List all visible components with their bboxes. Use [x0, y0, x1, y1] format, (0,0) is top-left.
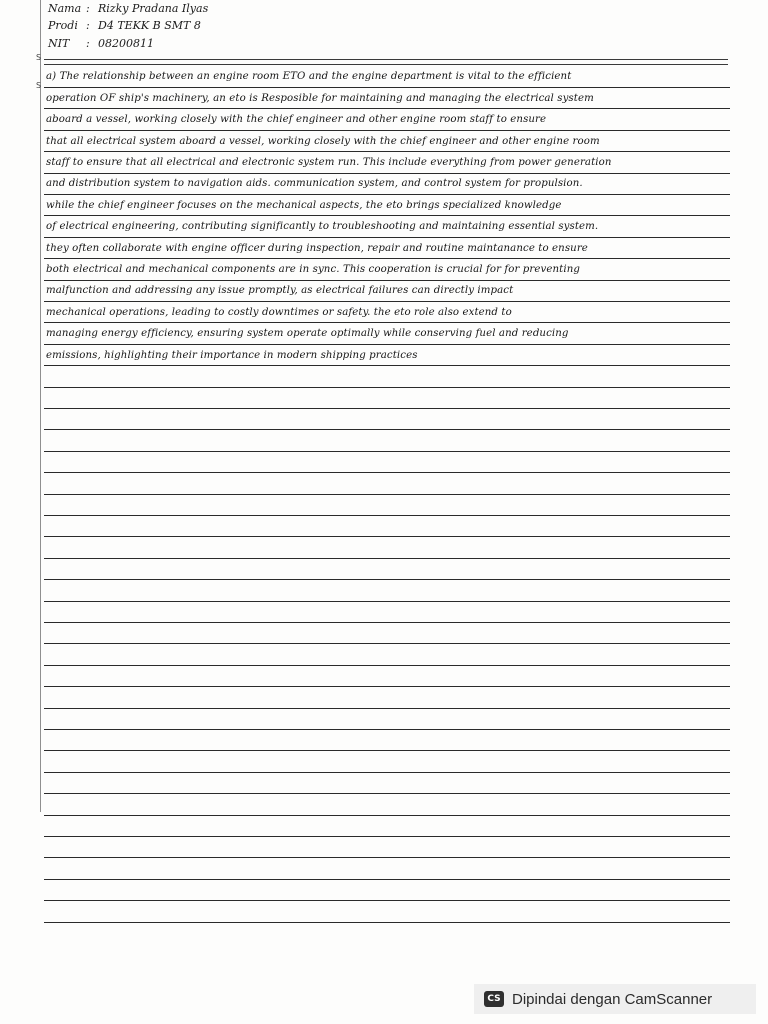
- ruled-line: [44, 601, 730, 602]
- text-line: operation OF ship's machinery, an eto is Resposible for maintaining and managing the electrical system: [46, 93, 594, 104]
- text-line: emissions, highlighting their importance in modern shipping practices: [46, 350, 418, 361]
- text-line: and distribution system to navigation aids. communication system, and control system for propulsion.: [46, 178, 583, 189]
- text-line: a) The relationship between an engine room ETO and the engine department is vital to the efficient: [46, 71, 572, 82]
- header-row-prodi: [48, 19, 201, 32]
- ruled-line: [44, 173, 730, 174]
- margin-mark: S: [36, 81, 42, 90]
- header-value: D4 TEKK B SMT 8: [98, 19, 201, 32]
- header-rule: [44, 64, 728, 65]
- ruled-line: [44, 237, 730, 238]
- ruled-line: [44, 708, 730, 709]
- margin-marks: [36, 44, 41, 100]
- ruled-line: [44, 215, 730, 216]
- ruled-line: [44, 108, 730, 109]
- header-separator: :: [86, 37, 90, 50]
- ruled-line: [44, 322, 730, 323]
- ruled-line: [44, 344, 730, 345]
- header-key: Prodi: [48, 19, 78, 32]
- ruled-line: [44, 130, 730, 131]
- ruled-line: [44, 429, 730, 430]
- camscanner-watermark: [474, 984, 756, 1014]
- text-line: they often collaborate with engine officer during inspection, repair and routine maintanance to ensure: [46, 243, 588, 254]
- header-key: Nama: [48, 2, 82, 15]
- text-line: while the chief engineer focuses on the mechanical aspects, the eto brings specialized knowledge: [46, 200, 562, 211]
- header-row-nit: [48, 37, 154, 50]
- ruled-line: [44, 900, 730, 901]
- text-line: that all electrical system aboard a vessel, working closely with the chief engineer and other engine room: [46, 136, 600, 147]
- header-key: NIT: [48, 37, 70, 50]
- camscanner-text: Dipindai dengan CamScanner: [512, 990, 713, 1008]
- ruled-line: [44, 815, 730, 816]
- ruled-line: [44, 472, 730, 473]
- ruled-line: [44, 643, 730, 644]
- ruled-line: [44, 494, 730, 495]
- header-value: Rizky Pradana Ilyas: [98, 2, 209, 15]
- ruled-line: [44, 793, 730, 794]
- ruled-line: [44, 194, 730, 195]
- ruled-line: [44, 280, 730, 281]
- ruled-line: [44, 686, 730, 687]
- text-line: staff to ensure that all electrical and electronic system run. This include everything from power generation: [46, 157, 612, 168]
- camscanner-logo-icon: CS: [484, 991, 504, 1007]
- text-line: mechanical operations, leading to costly downtimes or safety. the eto role also extend to: [46, 307, 512, 318]
- ruled-line: [44, 922, 730, 923]
- ruled-line: [44, 579, 730, 580]
- ruled-line: [44, 558, 730, 559]
- ruled-line: [44, 729, 730, 730]
- margin-rule: [40, 0, 41, 812]
- ruled-line: [44, 365, 730, 366]
- margin-mark: S: [36, 53, 42, 62]
- ruled-line: [44, 87, 730, 88]
- ruled-line: [44, 258, 730, 259]
- ruled-line: [44, 151, 730, 152]
- ruled-line: [44, 451, 730, 452]
- ruled-line: [44, 857, 730, 858]
- ruled-line: [44, 536, 730, 537]
- text-line: managing energy efficiency, ensuring system operate optimally while conserving fuel and reducing: [46, 328, 569, 339]
- ruled-line: [44, 772, 730, 773]
- ruled-line: [44, 665, 730, 666]
- header-separator: :: [86, 19, 90, 32]
- text-line: aboard a vessel, working closely with the chief engineer and other engine room staff to ensure: [46, 114, 547, 125]
- ruled-line: [44, 301, 730, 302]
- ruled-line: [44, 387, 730, 388]
- ruled-line: [44, 879, 730, 880]
- text-line: both electrical and mechanical components are in sync. This cooperation is crucial for for preventing: [46, 264, 580, 275]
- text-line: malfunction and addressing any issue promptly, as electrical failures can directly impact: [46, 285, 514, 296]
- ruled-line: [44, 408, 730, 409]
- header-row-name: [48, 2, 208, 15]
- ruled-line: [44, 515, 730, 516]
- ruled-line: [44, 836, 730, 837]
- ruled-line: [44, 750, 730, 751]
- ruled-line: [44, 622, 730, 623]
- text-line: of electrical engineering, contributing significantly to troubleshooting and maintaining essential system.: [46, 221, 599, 232]
- header-value: 08200811: [98, 37, 154, 50]
- header-rule: [44, 59, 728, 60]
- header-separator: :: [86, 2, 90, 15]
